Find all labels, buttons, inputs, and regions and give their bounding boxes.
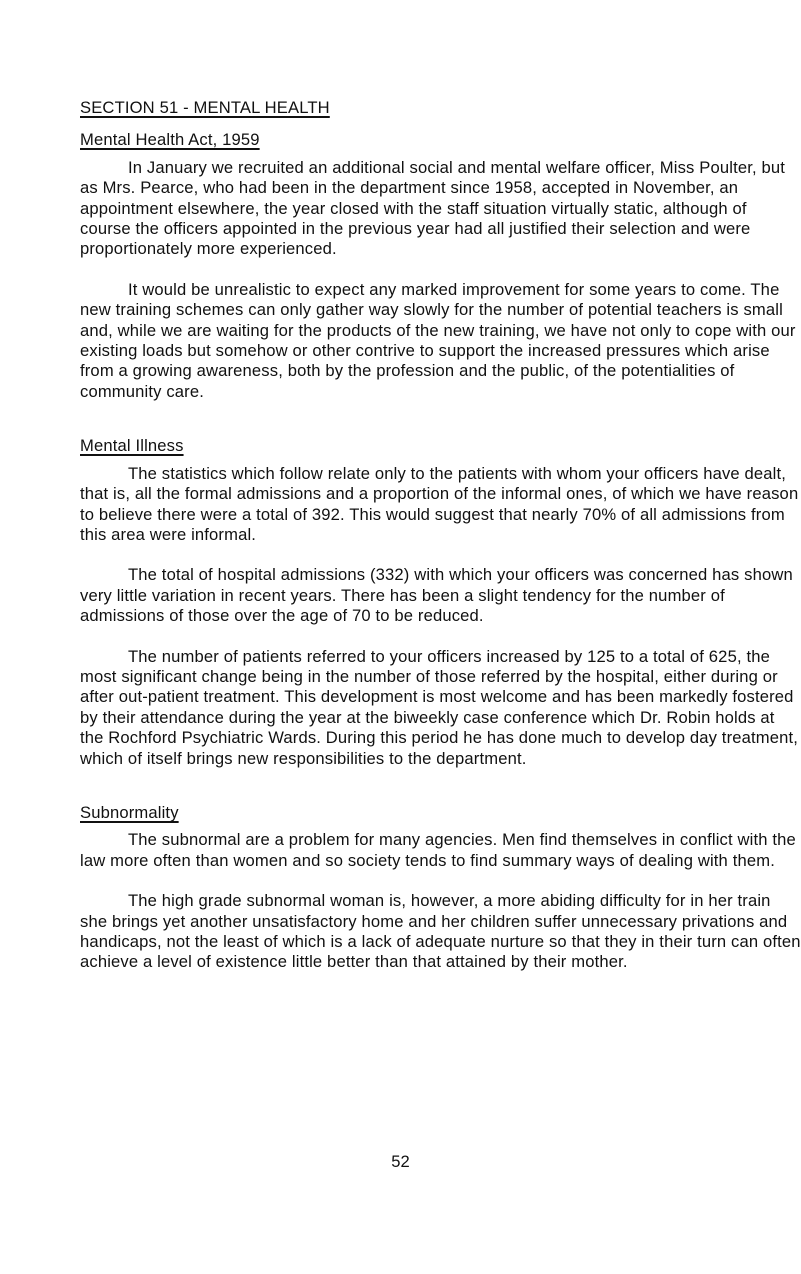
mental-illness-heading: Mental Illness <box>80 436 184 456</box>
act-paragraph-2: It would be unrealistic to expect any marked improvement for some years to come. The new training schemes can only gather way slowly for the number of potential teachers is small and, while we are waiting for the products of the new training, we have not only to cope with our existing loads but somehow or other contrive to support the increased pressures which arise from a growing awareness, both by the profession and the public, of the potentialities of community care. <box>80 279 796 401</box>
subnormality-heading: Subnormality <box>80 802 179 822</box>
document-page <box>80 98 801 973</box>
act-paragraph-1: In January we recruited an additional social and mental welfare officer, Miss Poulter, but as Mrs. Pearce, who had been in the department since 1958, accepted in November, an appointment elsewhere, the year closed with the staff situation virtually static, although of course the officers appointed in the previous year had all justified their selection and were proportionately more experienced. <box>80 157 786 259</box>
section-title: SECTION 51 - MENTAL HEALTH <box>80 98 330 117</box>
mental-illness-paragraph-3: The number of patients referred to your officers increased by 125 to a total of 625, the most significant change being in the number of those referred by the hospital, either during or after out-patient treatment. This development is most welcome and has been markedly fostered by their attendance during the year at the biweekly case conference which Dr. Robin holds at the Rochford Psychiatric Wards. During this period he has done much to develop day treatment, which of itself brings new responsibilities to the department. <box>80 646 799 768</box>
act-heading: Mental Health Act, 1959 <box>80 130 260 150</box>
mental-illness-paragraph-1: The statistics which follow relate only to the patients with whom your officers have dealt, that is, all the formal admissions and a proportion of the informal ones, of which we have reason to believe there were a total of 392. This would suggest that nearly 70% of all admissions from this area were informal. <box>80 463 799 544</box>
mental-illness-paragraph-2: The total of hospital admissions (332) with which your officers was concerned has shown very little variation in recent years. There has been a slight tendency for the number of admissions of those over the age of 70 to be reduced. <box>80 565 793 626</box>
page-number: 52 <box>391 1152 410 1171</box>
subnormality-paragraph-1: The subnormal are a problem for many agencies. Men find themselves in conflict with the law more often than women and so society tends to find summary ways of dealing with them. <box>80 830 796 870</box>
subnormality-paragraph-2: The high grade subnormal woman is, however, a more abiding difficulty for in her train she brings yet another unsatisfactory home and her children suffer unnecessary privations and handicaps, not the least of which is a lack of adequate nurture so that they in their turn can often achieve a level of existence little better than that attained by their mother. <box>80 891 801 972</box>
